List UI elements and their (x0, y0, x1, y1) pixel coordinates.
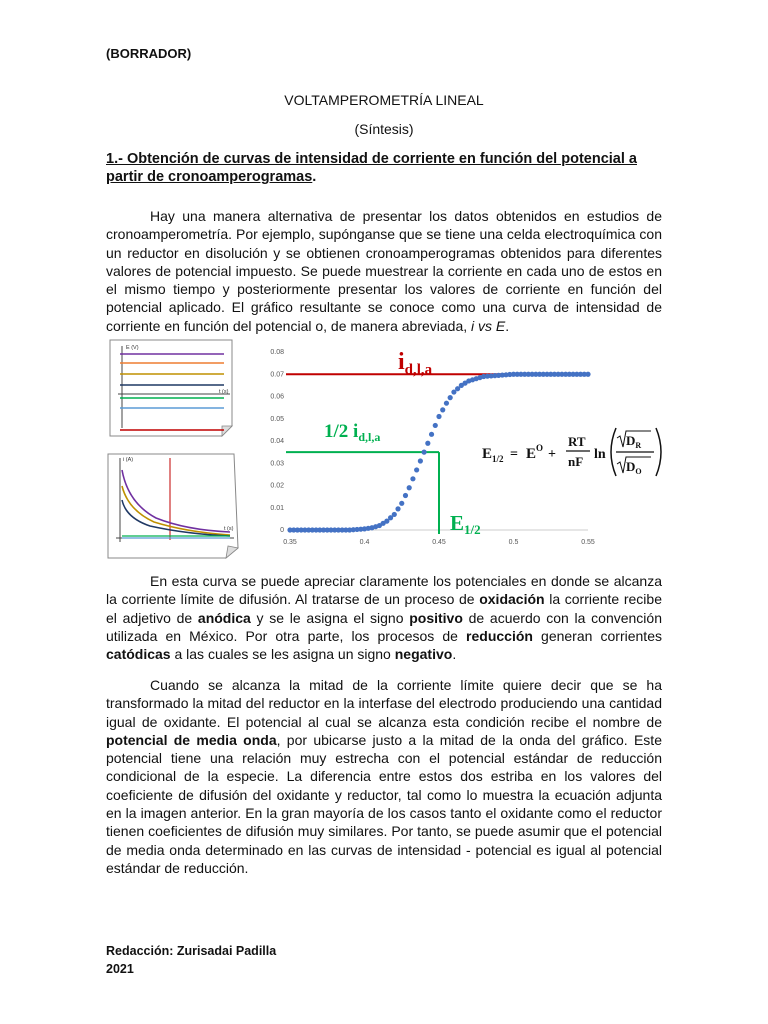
p2-t6: a las cuales se les asigna un signo (170, 646, 395, 663)
page-subtitle: (Síntesis) (354, 121, 414, 137)
inset-current-time (108, 454, 238, 558)
eq-lhs-e: E (482, 446, 493, 462)
section-heading-end: . (312, 169, 317, 185)
data-point (433, 423, 438, 428)
y-tick-label: 0.03 (270, 460, 284, 468)
p2-b4: reducción (466, 627, 533, 644)
x-tick-label: 0.55 (581, 539, 595, 546)
eq-dr-d: D (626, 433, 636, 448)
p3-t2: , por ubicarse justo a la mitad de la onda del gráfico. Este potencial tiene una relación muy estrecha con el potencial estándar de reducción condicional de la especie. La diferencia entre estos dos estriba en los valores del coeficiente de difusión del oxidante y reductor, tal como lo muestra la ecuación adjunta en la imagen anterior. En la gran mayoría de los casos tanto el oxidante como el reductor tienen coeficientes de difusión muy similares. Por tanto, se puede asumir que el potencial de media onda determinado en las curvas de intensidad - potencial es igual al potencial estándar de reducción. (106, 731, 662, 876)
eq-lhs-sub: 1/2 (492, 454, 504, 464)
x-tick-label: 0.4 (359, 539, 370, 546)
x-tick-label: 0.45 (432, 539, 446, 546)
x-tick-label: 0.35 (283, 539, 297, 546)
eq-num: RT (568, 434, 586, 449)
eq-e0 (526, 443, 543, 462)
data-point (392, 512, 397, 517)
eq-dr-sub: R (635, 441, 642, 450)
paragraph-1-end: . (505, 317, 510, 334)
p2-t3: y se le asigna el signo (250, 609, 410, 626)
inset-bottom-ylabel: i (A) (123, 457, 134, 463)
data-point (399, 501, 404, 506)
label-e12-main: E (450, 511, 465, 535)
data-point (414, 467, 419, 472)
y-tick-label: 0.02 (270, 482, 284, 490)
x-tick-labels (283, 539, 595, 546)
data-point (407, 485, 412, 490)
inset-bottom-xlabel: t (s) (224, 526, 234, 532)
footer-year: 2021 (106, 962, 134, 976)
eq-do-d: D (626, 459, 636, 474)
y-tick-label: 0.06 (270, 393, 284, 401)
p2-t2: la corriente recibe el adjetivo de (106, 591, 662, 626)
p2-t7: . (452, 646, 457, 663)
label-half-pre: 1/2 (324, 421, 354, 442)
p3-b1: potencial de media onda (106, 731, 277, 748)
section-heading (106, 150, 662, 186)
eq-do (626, 459, 642, 476)
data-point (448, 395, 453, 400)
data-point (585, 372, 590, 377)
label-e12 (450, 511, 481, 537)
eq-den: nF (568, 454, 584, 469)
p2-t1: En esta curva se puede apreciar claramente los potenciales en donde se alcanza la corriente límite de difusión. Al tratarse de un proceso de (106, 573, 662, 608)
p2-b6: negativo (394, 646, 453, 663)
y-tick-labels (270, 349, 284, 534)
data-point (436, 414, 441, 419)
y-tick-label: 0 (280, 527, 284, 534)
y-tick-label: 0.04 (270, 438, 284, 445)
eq-e0-sup: O (536, 443, 544, 453)
inset-potential-time (110, 340, 232, 436)
eq-plus: + (548, 447, 556, 462)
y-tick-label: 0.05 (270, 415, 284, 423)
label-idla-main: i (398, 349, 405, 375)
data-point (403, 493, 408, 498)
data-point (395, 506, 400, 511)
data-point (410, 476, 415, 481)
half-wave-equation (482, 428, 661, 476)
eq-do-sub: O (635, 467, 642, 476)
inset-top-xlabel: t (s) (219, 389, 229, 395)
y-tick-label: 0.08 (270, 349, 284, 356)
p2-t4: de acuerdo con la convención utilizada en México. Por otra parte, los procesos de (106, 609, 662, 644)
label-half-main: i (353, 421, 359, 442)
eq-dr (626, 433, 641, 450)
figure (106, 338, 666, 564)
p2-t5: generan corrientes (532, 627, 662, 644)
data-point (429, 432, 434, 437)
data-point (440, 407, 445, 412)
section-heading-text: 1.- Obtención de curvas de intensidad de corriente en función del potencial a partir de cronoamperogramas (106, 151, 637, 185)
figure-svg (106, 338, 666, 564)
data-point (418, 458, 423, 463)
label-idla (398, 349, 433, 378)
y-tick-label: 0.07 (270, 371, 284, 379)
iv-chart (270, 349, 595, 546)
paragraph-3 (106, 676, 662, 877)
y-tick-label: 0.01 (270, 504, 284, 512)
eq-e0-e: E (526, 446, 537, 462)
eq-equals: = (510, 447, 518, 462)
label-e12-sub: 1/2 (464, 522, 481, 537)
eq-ln: ln (594, 447, 606, 462)
data-point (444, 401, 449, 406)
paragraph-1-text: Hay una manera alternativa de presentar los datos obtenidos en estudios de cronoamperometría. Por ejemplo, supónganse que se tiene una celda electroquímica con un reductor en disolución y se obtienen cronoamperogramas obtenidos para diferentes valores de potencial impuesto. Se puede muestrear la corriente en cada uno de estos en el mismo tiempo y posteriormente presentar los valores de corriente en función del potencial aplicado. El gráfico resultante se conoce como una curva de intensidad de corriente en función del potencial o, de manera abreviada, (106, 208, 662, 334)
data-point (425, 441, 430, 446)
footer-author: Redacción: Zurisadai Padilla (106, 944, 277, 958)
draft-note: (BORRADOR) (106, 46, 192, 61)
label-half-idla (324, 421, 380, 444)
p2-b3: positivo (409, 609, 463, 626)
p2-b1: oxidación (479, 591, 545, 608)
data-point (422, 450, 427, 455)
p3-t1: Cuando se alcanza la mitad de la corriente límite quiere decir que se ha transformado la mitad del reductor en la interfase del electrodo produciendo una cantidad igual de oxidante. El potencial al cual se alcanza esta condición recibe el nombre de (106, 677, 662, 730)
inset-top-ylabel: E (V) (126, 345, 139, 351)
label-idla-sub: d,l,a (404, 362, 433, 378)
paragraph-1 (106, 207, 662, 335)
x-tick-label: 0.5 (508, 539, 519, 546)
p2-b5: catódicas (106, 646, 171, 663)
p2-b2: anódica (197, 609, 251, 626)
page-title: VOLTAMPEROMETRÍA LINEAL (284, 92, 484, 108)
eq-lhs (482, 446, 504, 464)
label-half-sub: d,l,a (358, 430, 381, 444)
paragraph-1-italic: i vs E (471, 317, 506, 334)
paragraph-2 (106, 572, 662, 663)
